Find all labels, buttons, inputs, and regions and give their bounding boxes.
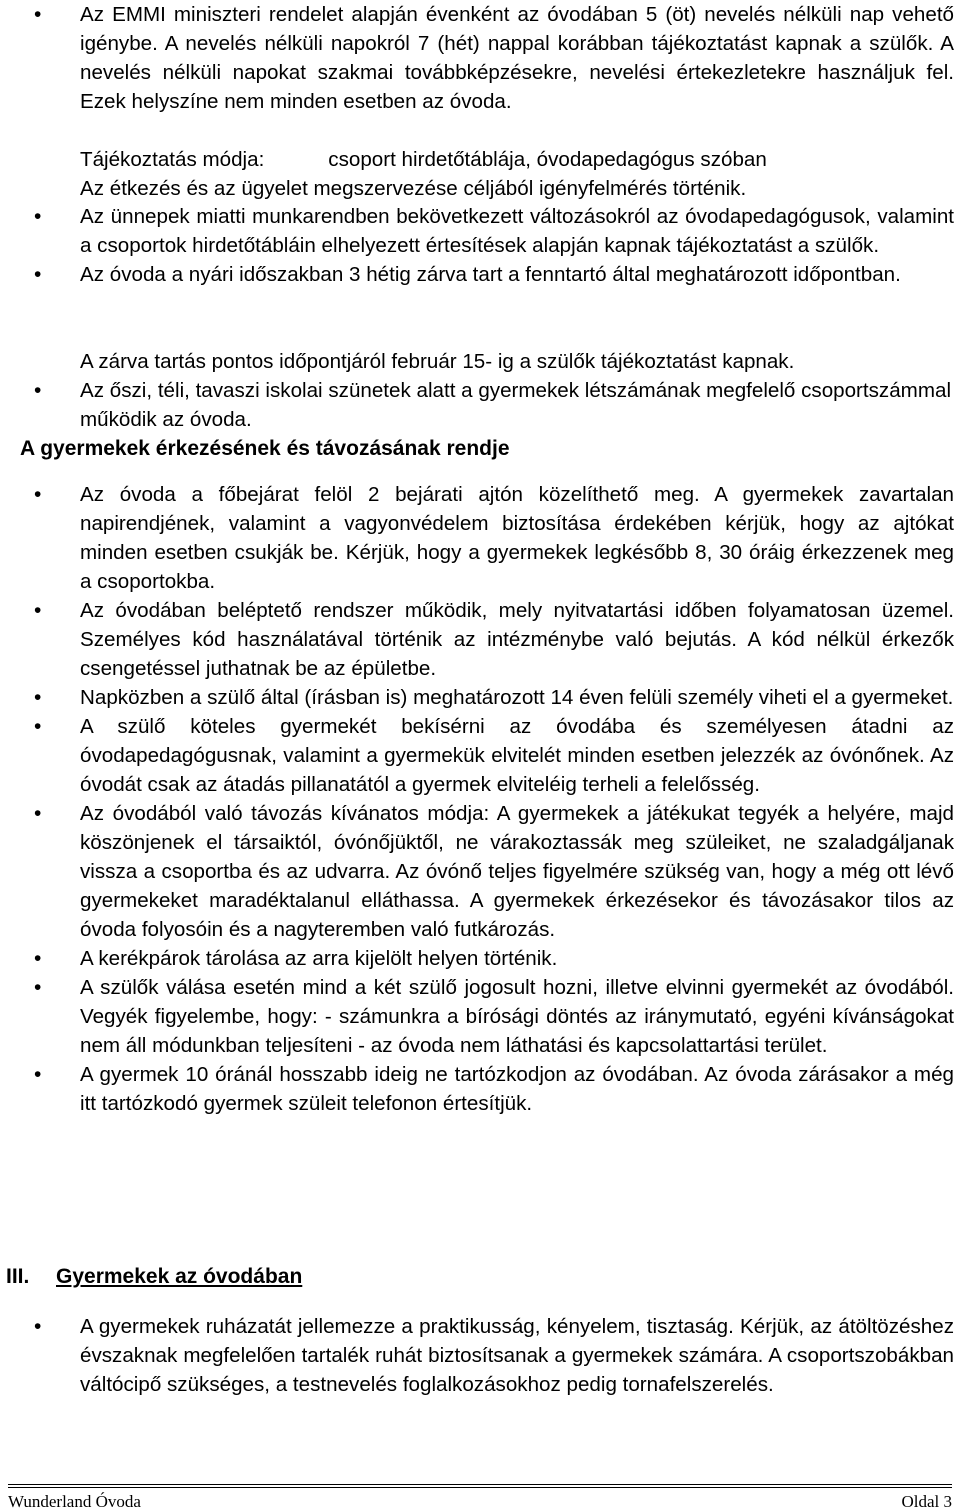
list-item: • A gyermek 10 óránál hosszabb ideig ne tartózkodjon az óvodában. Az óvoda zárásakor a még itt tartózkodó gyermek szüleit telefonon értesítjük.: [0, 1060, 960, 1118]
catering-line: Az étkezés és az ügyelet megszervezése céljából igényfelmérés történik.: [80, 177, 747, 200]
bullet-list-arrival: [0, 480, 960, 1118]
footer-org-name: Wunderland Óvoda: [8, 1492, 141, 1511]
footer-divider: [8, 1487, 952, 1488]
list-item: • Az óvodában beléptető rendszer működik, mely nyitvatartási időben folyamatosan üzemel. Személyes kód használatával történik az intézménybe való bejutás. A kód nélkül érkezők csengetéssel juthatnak be az épületbe.: [0, 596, 960, 683]
page-number: Oldal 3: [901, 1492, 952, 1511]
info-label: Tájékoztatás módja:: [80, 148, 265, 171]
closing-note: A zárva tartás pontos időpontjáról február 15- ig a szülők tájékoztatást kapnak.: [80, 350, 795, 373]
bullet-list-clothing: [0, 1312, 960, 1399]
list-item: • A szülők válása esetén mind a két szülő jogosult hozni, illetve elvinni gyermekét az óvodából. Vegyék figyelembe, hogy: - számunkra a bírósági döntés az iránymutató, egyéni kívánságokat nem áll módunkban teljesíteni - az óvoda nem láthatási és kapcsolattartási terület.: [0, 973, 960, 1060]
list-item: • Az óvoda a nyári időszakban 3 hétig zárva tart a fenntartó által meghatározott időpontban.: [0, 260, 960, 289]
info-value: csoport hirdetőtáblája, óvodapedagógus szóban: [328, 148, 767, 171]
page-footer: [8, 1492, 952, 1512]
section-number: III.: [6, 1265, 30, 1288]
list-item: • A gyermekek ruházatát jellemezze a praktikusság, kényelem, tisztaság. Kérjük, az átöltözéshez évszaknak megfelelően tartalék ruhát biztosítsanak a gyermekek számára. A csoportszobákban váltócipő szükséges, a testnevelés foglalkozásokhoz pedig tornafelszerelés.: [0, 1312, 960, 1399]
list-item: • A szülő köteles gyermekét bekísérni az óvodába és személyesen átadni az óvodapedagógusnak, valamint a gyermekük elvitelét minden esetben jelezzék az óvónőnek. Az óvodát csak az átadás pillanatától a gyermek elviteléig terheli a felelősség.: [0, 712, 960, 799]
section-title: Gyermekek az óvodában: [56, 1265, 303, 1288]
list-item: • Az óvodából való távozás kívánatos módja: A gyermekek a játékukat tegyék a helyére, majd köszönjenek el társaiktól, óvónőjüktől, ne várakoztassák meg szüleiket, ne szaladgáljanak vissza a csoportba és az udvarra. Az óvónő teljes figyelmére szükség van, hogy a még ott lévő gyermekeket maradéktalanul elláthassa. A gyermekek érkezésekor és távozásakor tilos az óvoda folyosóin és a nagyteremben való futkározás.: [0, 799, 960, 944]
list-item: • Napközben a szülő által (írásban is) meghatározott 14 éven felüli személy viheti el a gyermeket.: [0, 683, 960, 712]
bullet-list-school-breaks: [0, 376, 960, 434]
list-item: • Az őszi, téli, tavaszi iskolai szünetek alatt a gyermekek létszámának megfelelő csoportszámmal működik az óvoda.: [0, 376, 960, 434]
section-heading-arrival: A gyermekek érkezésének és távozásának rendje: [20, 437, 510, 460]
section-heading-children: [0, 1262, 302, 1291]
list-item: • Az EMMI miniszteri rendelet alapján évenként az óvodában 5 (öt) nevelés nélküli nap vehető igénybe. A nevelés nélküli napokról 7 (hét) nappal korábban tájékoztatást kapnak a szülők. A nevelés nélküli napokat szakmai továbbképzésekre, nevelési értekezletekre használjuk fel. Ezek helyszíne nem minden esetben az óvoda.: [0, 0, 960, 116]
footer-divider: [8, 1484, 952, 1485]
list-item: • Az ünnepek miatti munkarendben bekövetkezett változásokról az óvodapedagógusok, valamint a csoportok hirdetőtábláin elhelyezett értesítések alapján kapnak tájékoztatást a szülők.: [0, 202, 960, 260]
list-item: • Az óvoda a főbejárat felöl 2 bejárati ajtón közelíthető meg. A gyermekek zavartalan napirendjének, valamint a vagyonvédelem biztosítása érdekében kérjük, hogy az ajtókat minden esetben csukják be. Kérjük, hogy a gyermekek legkésőbb 8, 30 óráig érkezzenek meg a csoportokba.: [0, 480, 960, 596]
bullet-list-holidays: [0, 202, 960, 289]
list-item: • A kerékpárok tárolása az arra kijelölt helyen történik.: [0, 944, 960, 973]
info-line: [0, 145, 767, 174]
bullet-list-closed-days: [0, 0, 960, 116]
